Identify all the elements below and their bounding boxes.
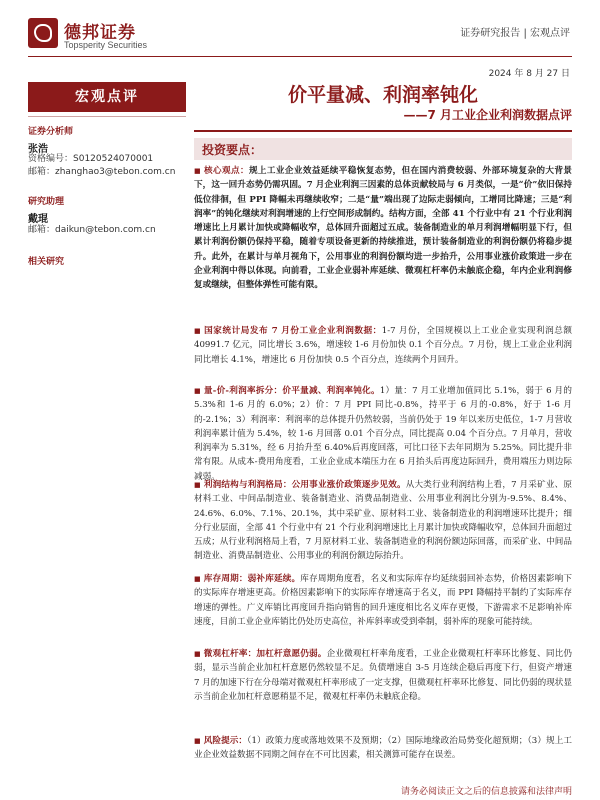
paragraph-inventory xyxy=(194,572,572,629)
bullet-icon: ■ xyxy=(194,167,202,175)
investment-highlights-header xyxy=(194,138,572,160)
analyst-cert: 资格编号：S0120524070001 xyxy=(28,154,154,164)
analyst-label: 证券分析师 xyxy=(28,127,74,137)
paragraph-lead: 核心观点： xyxy=(204,166,249,176)
paragraph-text: 规上工业企业效益延续平稳恢复态势，但在国内消费较弱、外部环境复杂的大背景下，这一回升态势仍需巩固。7 月企业利润三因素的总体贡献较局与 6 月类似，一是“价”依旧保持低位徘徊，但 PPI 降幅未再继续收窄；二是“量”端出现了边际走弱倾向，工增同比降速；三是“利润率”的钝化继续对利润增速的上行空间形成制约。结构方面，全部 41 个行业中有 21 个行业利润增速比上月累计加快或降幅收窄，总体回升面超过五成。装备制造业的单月利润增幅明显下行，但累计利润份额仍保持平稳，随着专项设备更新的持续推进，预计装备制造业的利润份额仍将稳步提升。此外，在累计与单月视角下，公用事业的利润份额均进一步抬升，公用事业涨价政策进一步在企业利润中得以体现。向前看，工业企业弱补库延续、微观杠杆率仍未触底企稳，年内企业利润修复或继续，但整体弹性可能有限。 xyxy=(194,166,572,291)
paragraph-text: 1-7 月份，全国规模以上工业企业实现利润总额 40991.7 亿元，同比增长 3.6%，增速较 1-6 月份加快 0.1 个百分点。7 月份，规上工业企业利润同比增长 4.1%，增速比 6 月份加快 0.5 个百分点，连续两个月回升。 xyxy=(194,326,573,365)
section-header-label: 投资要点： xyxy=(202,143,263,157)
paragraph-lead: 利润结构与利润格局：公用事业涨价政策逐步见效。 xyxy=(203,480,406,490)
brand-name: 德邦证券 xyxy=(64,23,136,43)
paragraph-text: 库存周期角度看，名义和实际库存均延续弱回补态势，价格因素影响下的实际库存增速更高。价格因素影响下的实际库存增速高于名义，而 PPI 降幅持平制约了实际库存增速的弹性。广义库销比再度回升指向销售的回升速度相比名义库存更慢，下游需求不足影响补库速度，目前工业企业库销比仍处历史高位，补库斜率或受到牵制，弱补库的现象可能持续。 xyxy=(194,574,572,627)
bullet-icon: ■ xyxy=(194,387,201,395)
report-title: 价平量减、利润率钝化 xyxy=(287,84,478,106)
sidebar-divider xyxy=(28,116,186,117)
title-divider xyxy=(194,130,572,132)
brand-name-en: Topsperity Securities xyxy=(64,40,148,50)
bullet-icon: ■ xyxy=(194,737,201,745)
paragraph-structure xyxy=(194,478,572,564)
paragraph-text: 从大类行业利润结构上看，7 月采矿业、原材料工业、中间品制造业、装备制造业、消费品制造业、公用事业利润比分别为-9.5%、8.4%、24.6%、6.0%、7.1%、20.1%，其中采矿业、原材料工业、装备制造业的利润增速环比提升；细分行业层面，全部 41 个行业中有 21 个行业利润增速比上月累计加快或降幅收窄，总体回升面超过五成；从行业利润格局上看，7 月原材料工业、装备制造业的利润份额边际回落，而采矿业、中间品制造业、消费品制造业、公用事业的利润份额边际抬升。 xyxy=(194,480,572,562)
paragraph-lead: 微观杠杆率：加杠杆意愿仍弱。 xyxy=(203,649,327,659)
category-banner: 宏观点评 xyxy=(28,82,186,112)
assistant-email[interactable]: 邮箱：daikun@tebon.com.cn xyxy=(28,225,156,235)
paragraph-text: 1）量：7 月工业增加值同比 5.1%，弱于 6 月的 5.3%和 1-6 月的 6.0%；2）价：7 月 PPI 同比-0.8%，持平于 6 月的-0.8%，好于 1-6 月的-2.1%；3）利润率：利润率的总体提升仍然较弱，当前仍处于 19 年以来历史低位，1-7 月营收利润率累计值为 5.4%，较 1-6 月回落 0.01 个百分点，同比提高 0.04 个百分点。7 月单月，营收利润率为 5.31%，经 6 月抬升至 6.40%后再度回落，可比口径下去年同期为 5.25%。同比提升非常有限。从成本-费用角度看，工业企业成本端压力在 6 月抬头后再度边际回升，费用端压力则边际减弱。 xyxy=(194,386,573,482)
paragraph-risk xyxy=(194,734,572,763)
paragraph-lead: 风险提示： xyxy=(203,736,248,746)
paragraph-core-view xyxy=(194,164,572,293)
analyst-name: 张浩 xyxy=(28,144,48,155)
report-date: 2024 年 8 月 27 日 xyxy=(488,69,570,79)
paragraph-decomposition xyxy=(194,384,572,484)
assistant-label: 研究助理 xyxy=(28,197,65,207)
related-research-label: 相关研究 xyxy=(28,257,65,267)
footer-disclaimer: 请务必阅读正文之后的信息披露和法律声明 xyxy=(400,787,572,797)
paragraph-text: （1）政策力度或落地效果不及预期；（2）国际地缘政治局势变化超预期；（3）规上工业企业效益数据不同期之间存在不可比因素，相关测算可能存在误差。 xyxy=(194,736,572,761)
paragraph-text: 企业微观杠杆率角度看，工业企业微观杠杆率环比修复、同比仍弱，显示当前企业加杠杆意愿仍然较显不足。负债增速自 3-5 月连续企稳后再度下行，但资产增速 7 月的加速下行在分母端对微观杠杆率形成了一定支撑，但微观杠杆率环比修复、同比仍弱的现状显示当前企业加杠杆意愿稍显不足，微观杠杆率仍未触底企稳。 xyxy=(194,649,572,702)
paragraph-lead: 量-价-利润率拆分：价平量减、利润率钝化。 xyxy=(203,386,380,396)
bullet-icon: ■ xyxy=(194,650,201,658)
bullet-icon: ■ xyxy=(194,481,201,489)
analyst-email[interactable]: 邮箱：zhanghao3@tebon.com.cn xyxy=(28,167,176,177)
bullet-icon: ■ xyxy=(194,575,201,583)
paragraph-lead: 库存周期：弱补库延续。 xyxy=(203,574,301,584)
bullet-icon: ■ xyxy=(194,327,202,335)
paragraph-release xyxy=(194,324,572,367)
report-subtitle: ——7 月工业企业利润数据点评 xyxy=(403,108,572,122)
report-type: 证券研究报告 | 宏观点评 xyxy=(460,28,570,39)
assistant-name: 戴琨 xyxy=(28,214,48,225)
brand-logo xyxy=(28,18,58,48)
paragraph-leverage xyxy=(194,647,572,704)
header-divider xyxy=(28,56,572,57)
paragraph-lead: 国家统计局发布 7 月份工业企业利润数据： xyxy=(204,326,382,336)
